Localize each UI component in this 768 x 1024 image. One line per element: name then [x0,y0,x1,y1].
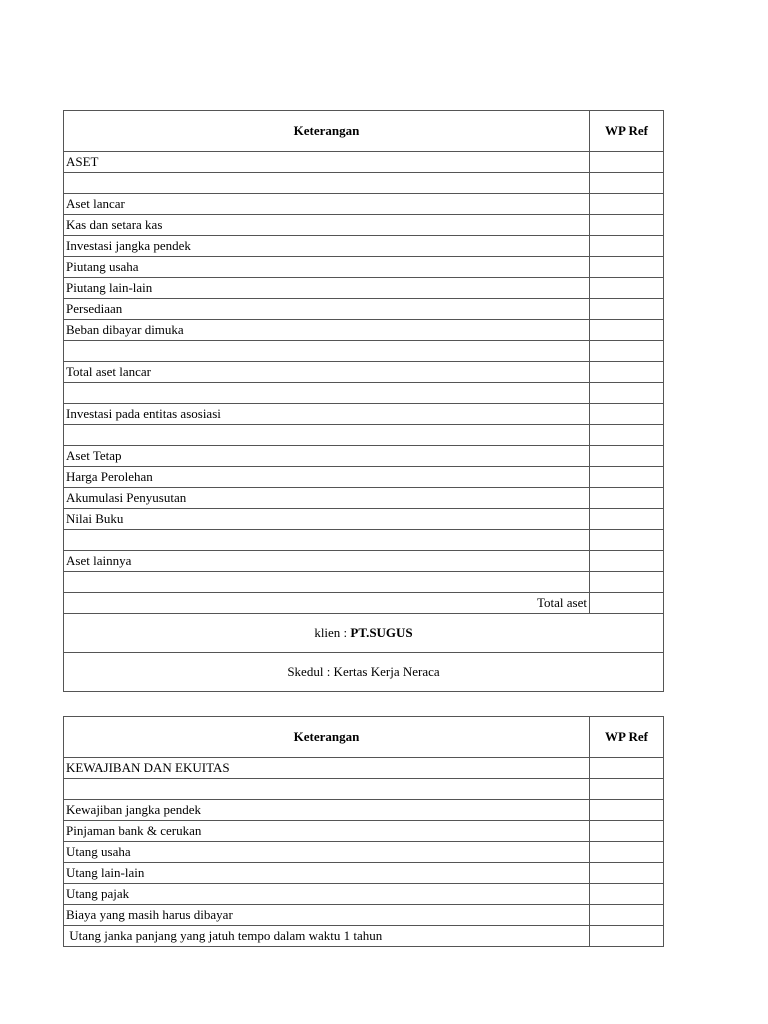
wp-ref-cell [590,152,664,173]
wp-ref-cell [590,446,664,467]
asset-table-body [64,111,664,692]
liability-table-body [64,717,664,947]
table-row [64,257,664,278]
table-row [64,884,664,905]
row-label: Utang pajak [64,884,590,905]
table-row [64,341,664,362]
wp-ref-cell [590,341,664,362]
wp-ref-cell [590,173,664,194]
wp-ref-cell [590,821,664,842]
schedule-cell: Skedul : Kertas Kerja Neraca [64,653,664,692]
wp-ref-cell [590,236,664,257]
wp-ref-header: WP Ref [590,111,664,152]
wp-ref-cell [590,320,664,341]
asset-worksheet-table [63,110,664,692]
wp-ref-cell [590,572,664,593]
table-row [64,215,664,236]
wp-ref-cell [590,593,664,614]
table-row [64,572,664,593]
wp-ref-cell [590,884,664,905]
wp-ref-cell [590,278,664,299]
wp-ref-cell [590,800,664,821]
table-row [64,551,664,572]
row-label [64,779,590,800]
row-label: Aset lancar [64,194,590,215]
wp-ref-cell [590,530,664,551]
table-row [64,842,664,863]
row-label [64,530,590,551]
table-row [64,152,664,173]
table-row [64,488,664,509]
table-row [64,821,664,842]
wp-ref-cell [590,905,664,926]
wp-ref-cell [590,257,664,278]
client-cell [64,614,664,653]
wp-ref-cell [590,362,664,383]
keterangan-header: Keterangan [64,717,590,758]
keterangan-header: Keterangan [64,111,590,152]
table-row [64,404,664,425]
row-label: Aset lainnya [64,551,590,572]
table-row [64,905,664,926]
table-row [64,800,664,821]
row-label: ASET [64,152,590,173]
wp-ref-cell [590,383,664,404]
wp-ref-cell [590,425,664,446]
table-header-row [64,111,664,152]
table-header-row [64,717,664,758]
row-label: Kas dan setara kas [64,215,590,236]
row-label: Beban dibayar dimuka [64,320,590,341]
row-label: Investasi pada entitas asosiasi [64,404,590,425]
wp-ref-cell [590,779,664,800]
row-label: Utang usaha [64,842,590,863]
wp-ref-cell [590,509,664,530]
table-row [64,320,664,341]
row-label: Biaya yang masih harus dibayar [64,905,590,926]
row-label: Kewajiban jangka pendek [64,800,590,821]
row-label: Utang lain-lain [64,863,590,884]
wp-ref-cell [590,215,664,236]
row-label: Total aset lancar [64,362,590,383]
table-row [64,758,664,779]
table-row [64,383,664,404]
row-label: Aset Tetap [64,446,590,467]
wp-ref-cell [590,404,664,425]
client-name: PT.SUGUS [350,625,413,640]
table-row [64,173,664,194]
table-row [64,299,664,320]
table-row [64,509,664,530]
row-label: KEWAJIBAN DAN EKUITAS [64,758,590,779]
table-row [64,779,664,800]
wp-ref-cell [590,194,664,215]
row-label: Investasi jangka pendek [64,236,590,257]
wp-ref-cell [590,467,664,488]
liability-worksheet-table [63,716,664,947]
wp-ref-cell [590,842,664,863]
row-label: Nilai Buku [64,509,590,530]
total-row [64,593,664,614]
row-label: Persediaan [64,299,590,320]
table-row [64,530,664,551]
row-label: Pinjaman bank & cerukan [64,821,590,842]
row-label: Akumulasi Penyusutan [64,488,590,509]
table-row [64,863,664,884]
row-label: Utang janka panjang yang jatuh tempo dalam waktu 1 tahun [64,926,590,947]
table-row [64,194,664,215]
wp-ref-cell [590,488,664,509]
row-label [64,572,590,593]
table-row [64,467,664,488]
wp-ref-header: WP Ref [590,717,664,758]
table-row [64,926,664,947]
wp-ref-cell [590,926,664,947]
client-row [64,614,664,653]
row-label: Piutang usaha [64,257,590,278]
table-row [64,425,664,446]
row-label: Harga Perolehan [64,467,590,488]
table-row [64,236,664,257]
table-row [64,278,664,299]
row-label: Piutang lain-lain [64,278,590,299]
schedule-row [64,653,664,692]
total-aset-label: Total aset [64,593,590,614]
wp-ref-cell [590,758,664,779]
wp-ref-cell [590,863,664,884]
table-row [64,446,664,467]
client-label: klien : [314,625,351,640]
row-label [64,425,590,446]
row-label [64,383,590,404]
table-row [64,362,664,383]
wp-ref-cell [590,299,664,320]
row-label [64,341,590,362]
wp-ref-cell [590,551,664,572]
row-label [64,173,590,194]
